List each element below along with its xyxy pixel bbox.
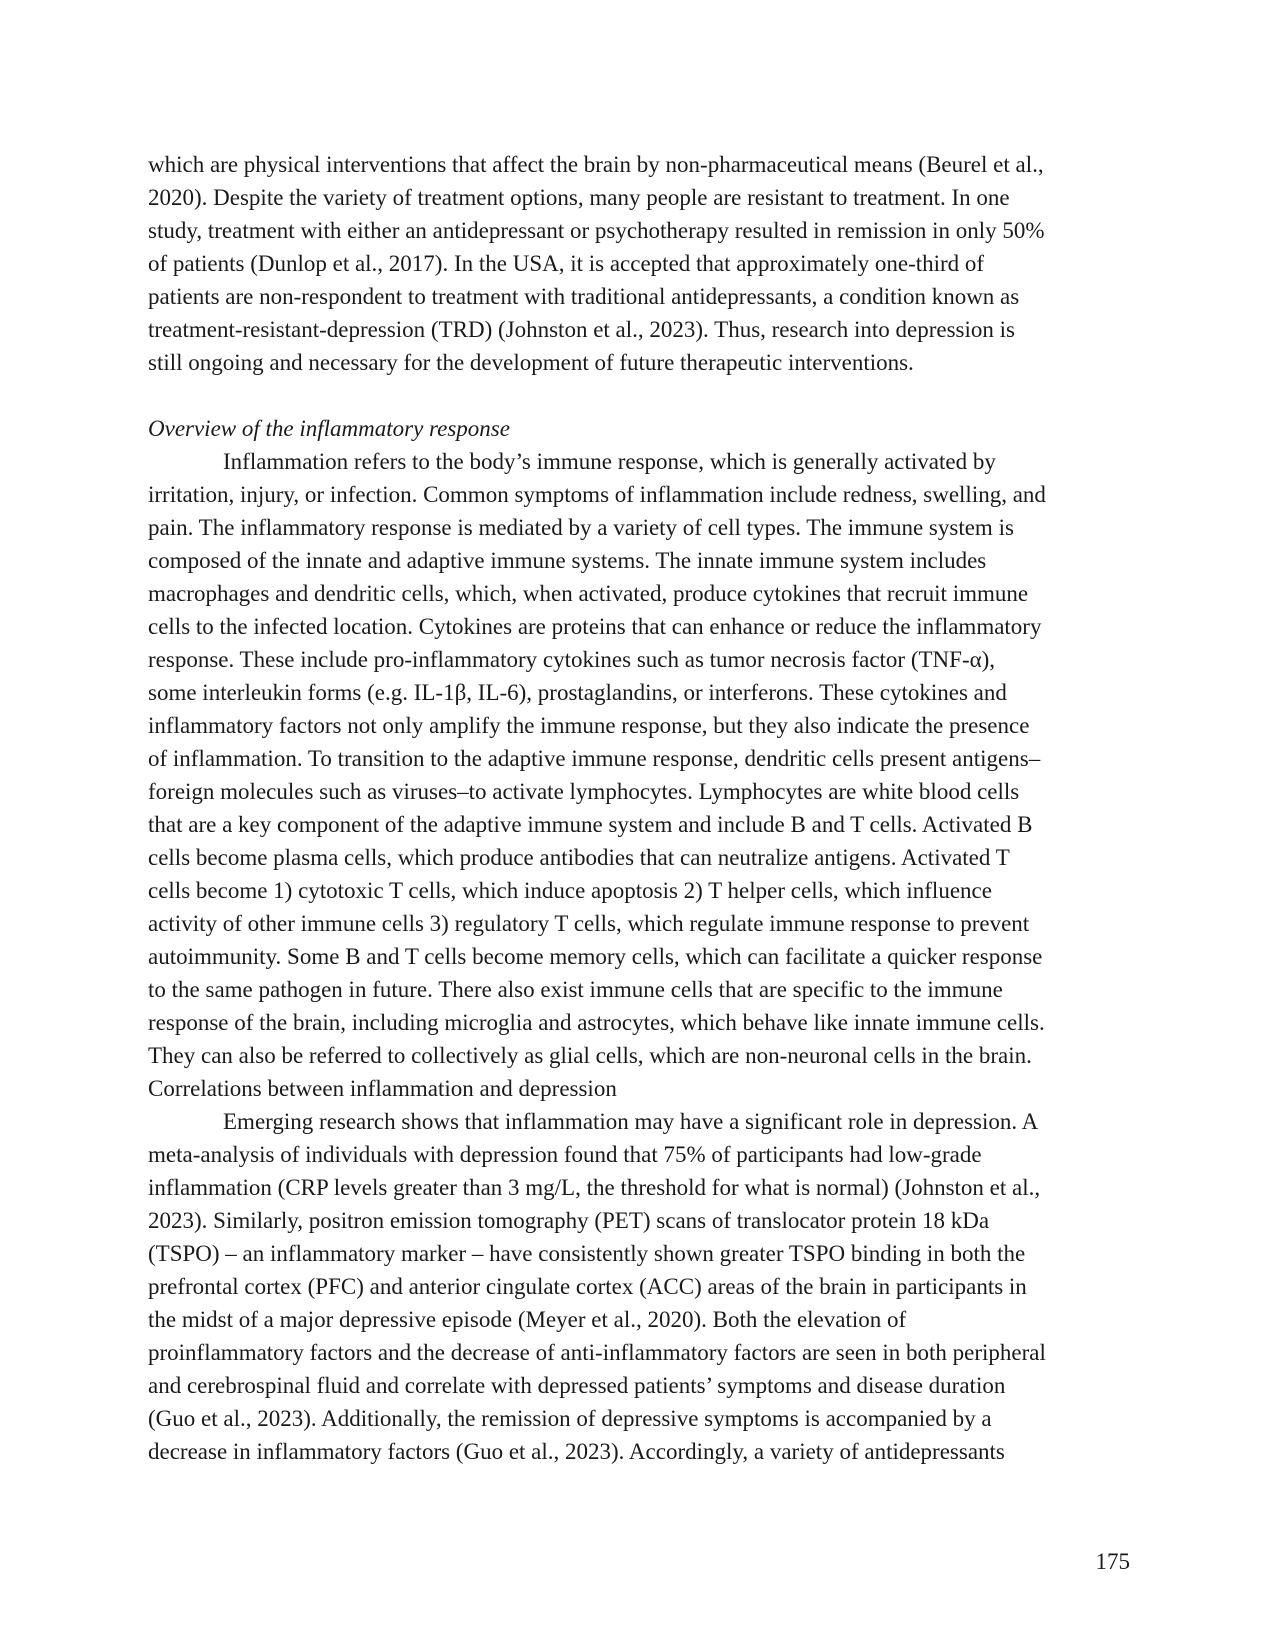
- text-line: 2023). Similarly, positron emission tomography (PET) scans of translocator protein 18 kDa: [148, 1208, 990, 1233]
- text-line: study, treatment with either an antidepressant or psychotherapy resulted in remission in only 50%: [148, 218, 1045, 243]
- text-line: activity of other immune cells 3) regulatory T cells, which regulate immune response to prevent: [148, 911, 1030, 936]
- text-line: cells become 1) cytotoxic T cells, which induce apoptosis 2) T helper cells, which influence: [148, 878, 992, 903]
- paragraph-gap: [148, 379, 1138, 412]
- text-line: prefrontal cortex (PFC) and anterior cingulate cortex (ACC) areas of the brain in participants in: [148, 1274, 1027, 1299]
- text-line: response. These include pro-inflammatory cytokines such as tumor necrosis factor (TNF-α),: [148, 647, 996, 672]
- text-line: Emerging research shows that inflammation may have a significant role in depression. A: [223, 1109, 1039, 1134]
- text-line: cells become plasma cells, which produce antibodies that can neutralize antigens. Activated T: [148, 845, 1010, 870]
- text-line: foreign molecules such as viruses–to activate lymphocytes. Lymphocytes are white blood cells: [148, 779, 1020, 804]
- text-line: (TSPO) – an inflammatory marker – have consistently shown greater TSPO binding in both the: [148, 1241, 1026, 1266]
- text-line: meta-analysis of individuals with depression found that 75% of participants had low-grade: [148, 1142, 982, 1167]
- page-number: 175: [1095, 1549, 1130, 1574]
- text-line: proinflammatory factors and the decrease of anti-inflammatory factors are seen in both peripheral: [148, 1340, 1046, 1365]
- text-line: of patients (Dunlop et al., 2017). In the USA, it is accepted that approximately one-third of: [148, 251, 985, 276]
- text-line: 2020). Despite the variety of treatment options, many people are resistant to treatment. In one: [148, 185, 1010, 210]
- text-line: still ongoing and necessary for the development of future therapeutic interventions.: [148, 350, 914, 375]
- text-line: composed of the innate and adaptive immune systems. The innate immune system includes: [148, 548, 987, 573]
- paragraph-treatment-resistance: [148, 148, 1138, 379]
- text-line: treatment-resistant-depression (TRD) (Johnston et al., 2023). Thus, research into depression is: [148, 317, 1015, 342]
- text-line: decrease in inflammatory factors (Guo et al., 2023). Accordingly, a variety of antidepressants: [148, 1439, 1005, 1464]
- paragraph-inflammation-overview: [148, 445, 1138, 1072]
- text-line: and cerebrospinal fluid and correlate with depressed patients’ symptoms and disease duration: [148, 1373, 1006, 1398]
- text-line: irritation, injury, or infection. Common symptoms of inflammation include redness, swelling, and: [148, 482, 1046, 507]
- text-line: macrophages and dendritic cells, which, when activated, produce cytokines that recruit immune: [148, 581, 1029, 606]
- text-line: that are a key component of the adaptive immune system and include B and T cells. Activated B: [148, 812, 1033, 837]
- text-line: of inflammation. To transition to the adaptive immune response, dendritic cells present antigens–: [148, 746, 1041, 771]
- text-line: patients are non-respondent to treatment with traditional antidepressants, a condition known as: [148, 284, 1020, 309]
- text-line: response of the brain, including microglia and astrocytes, which behave like innate immune cells.: [148, 1010, 1045, 1035]
- text-line: pain. The inflammatory response is mediated by a variety of cell types. The immune system is: [148, 515, 1014, 540]
- text-line: which are physical interventions that affect the brain by non-pharmaceutical means (Beurel et al.,: [148, 152, 1044, 177]
- text-line: (Guo et al., 2023). Additionally, the remission of depressive symptoms is accompanied by a: [148, 1406, 992, 1431]
- text-line: autoimmunity. Some B and T cells become memory cells, which can facilitate a quicker response: [148, 944, 1043, 969]
- text-line: to the same pathogen in future. There also exist immune cells that are specific to the immune: [148, 977, 1003, 1002]
- text-line: inflammation (CRP levels greater than 3 mg/L, the threshold for what is normal) (Johnston et al.,: [148, 1175, 1041, 1200]
- text-line: some interleukin forms (e.g. IL-1β, IL-6), prostaglandins, or interferons. These cytokines and: [148, 680, 1007, 705]
- text-line: inflammatory factors not only amplify the immune response, but they also indicate the presence: [148, 713, 1030, 738]
- section-heading-inflammatory-response: Overview of the inflammatory response: [148, 416, 510, 441]
- paragraph-inflammation-depression: [148, 1105, 1138, 1468]
- text-line: cells to the infected location. Cytokines are proteins that can enhance or reduce the inflammatory: [148, 614, 1042, 639]
- text-line: They can also be referred to collectively as glial cells, which are non-neuronal cells in the brain.: [148, 1043, 1032, 1068]
- text-line: the midst of a major depressive episode (Meyer et al., 2020). Both the elevation of: [148, 1307, 907, 1332]
- body-text: [148, 148, 1138, 1468]
- text-line: Inflammation refers to the body’s immune response, which is generally activated by: [223, 449, 996, 474]
- section-heading-correlations: Correlations between inflammation and depression: [148, 1076, 617, 1101]
